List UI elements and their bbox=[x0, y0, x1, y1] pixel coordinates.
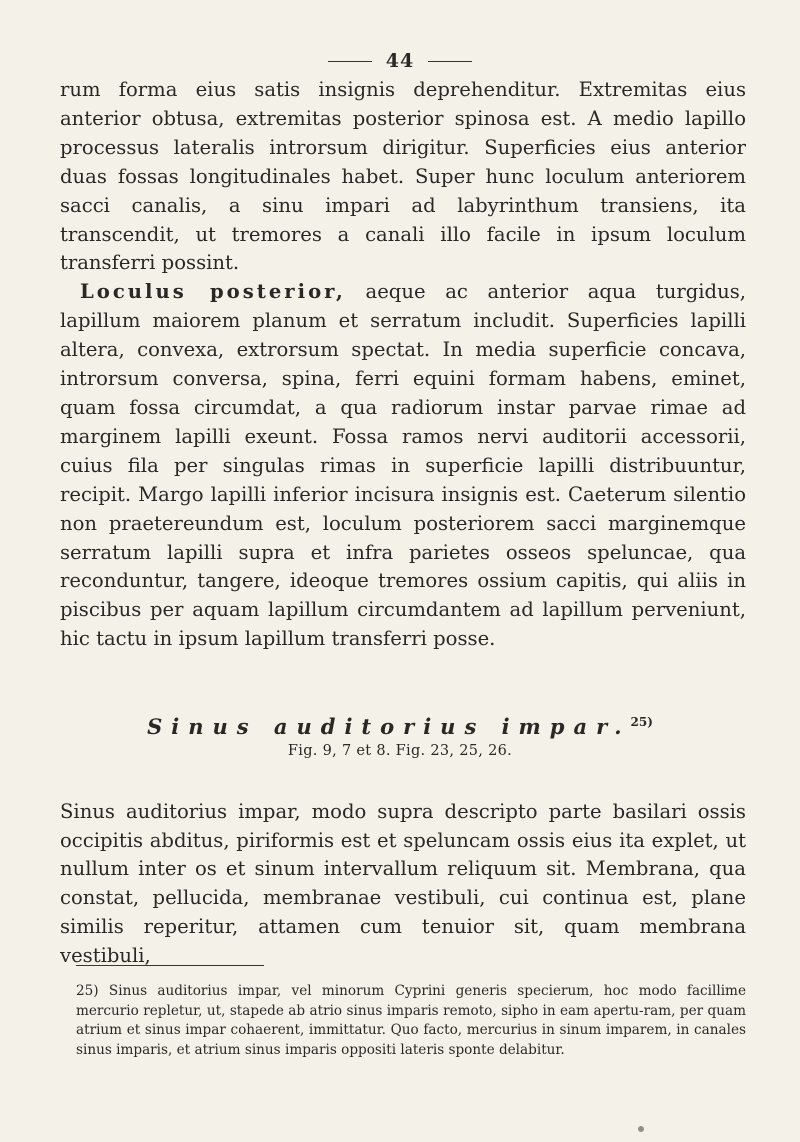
footnote bbox=[76, 982, 746, 1060]
page-header bbox=[0, 50, 800, 72]
paragraph-2 bbox=[60, 278, 746, 654]
paragraph-2-text: aeque ac anterior aqua turgidus, lapillum maiorem planum et serratum includit. Superficies lapilli altera, convexa, extrorsum spectat. In media superficie concava, introrsum conversa, spina, ferri equini formam habens, eminet, quam fossa circumdat, a qua radiorum instar parvae rimae ad marginem lapilli exeunt. Fossa ramos nervi auditorii accessorii, cuius fila per singulas rimas in superficie lapilli distribuuntur, recipit. Margo lapilli inferior incisura insignis est. Caeterum silentio non praetereundum est, loculum posteriorem sacci marginemque serratum lapilli supra et infra parietes osseos speluncae, qua reconduntur, tangere, ideoque tremores ossium capitis, qui aliis in piscibus per aquam lapillum circumdantem ad lapillum perveniunt, hic tactu in ipsum lapillum transferri posse. bbox=[60, 280, 746, 651]
header-rule-left bbox=[328, 61, 372, 62]
section-title bbox=[0, 714, 800, 739]
section-heading bbox=[0, 714, 800, 759]
paragraph-3: Sinus auditorius impar, modo supra descripto parte basilari ossis occipitis abditus, piriformis est et speluncam ossis eius ita explet, ut nullum inter os et sinum intervallum reliquum sit. Membrana, qua constat, pellucida, membranae vestibuli, cui continua est, plane similis reperitur, attamen cum tenuior sit, quam membrana vestibuli, bbox=[60, 799, 746, 968]
footnote-divider bbox=[76, 965, 264, 966]
figure-references: Fig. 9, 7 et 8. Fig. 23, 25, 26. bbox=[287, 743, 513, 759]
ink-speck bbox=[638, 1126, 644, 1132]
footnote-text: 25) Sinus auditorius impar, vel minorum Cyprini generis specierum, hoc modo facillime mercurio repletur, ut, stapede ab atrio sinus imparis remoto, sipho in eam apertu-ram, per quam atrium et sinus impar cohaerent, immittatur. Quo facto, mercurius in sinum imparem, in canales sinus imparis, et atrium sinus imparis oppositi lateris sponte delabitur. bbox=[76, 983, 746, 1058]
page-number: 44 bbox=[385, 50, 415, 72]
main-text-2 bbox=[60, 778, 746, 991]
main-text bbox=[60, 76, 746, 654]
paragraph-1: rum forma eius satis insignis deprehenditur. Extremitas eius anterior obtusa, extremitas posterior spinosa est. A medio lapillo processus lateralis introrsum dirigitur. Superficies eius anterior duas fossas longitudinales habet. Super hunc loculum anteriorem sacci canalis, a sinu impari ad labyrinthum transiens, ita transcendit, ut tremores a canali illo facile in ipsum loculum transferri possint. bbox=[60, 78, 746, 275]
paragraph-2-lead: Loculus posterior, bbox=[80, 280, 346, 304]
section-title-text: Sinus auditorius impar. bbox=[147, 714, 631, 739]
footnote-reference: 25) bbox=[630, 715, 653, 729]
header-rule-right bbox=[428, 61, 472, 62]
